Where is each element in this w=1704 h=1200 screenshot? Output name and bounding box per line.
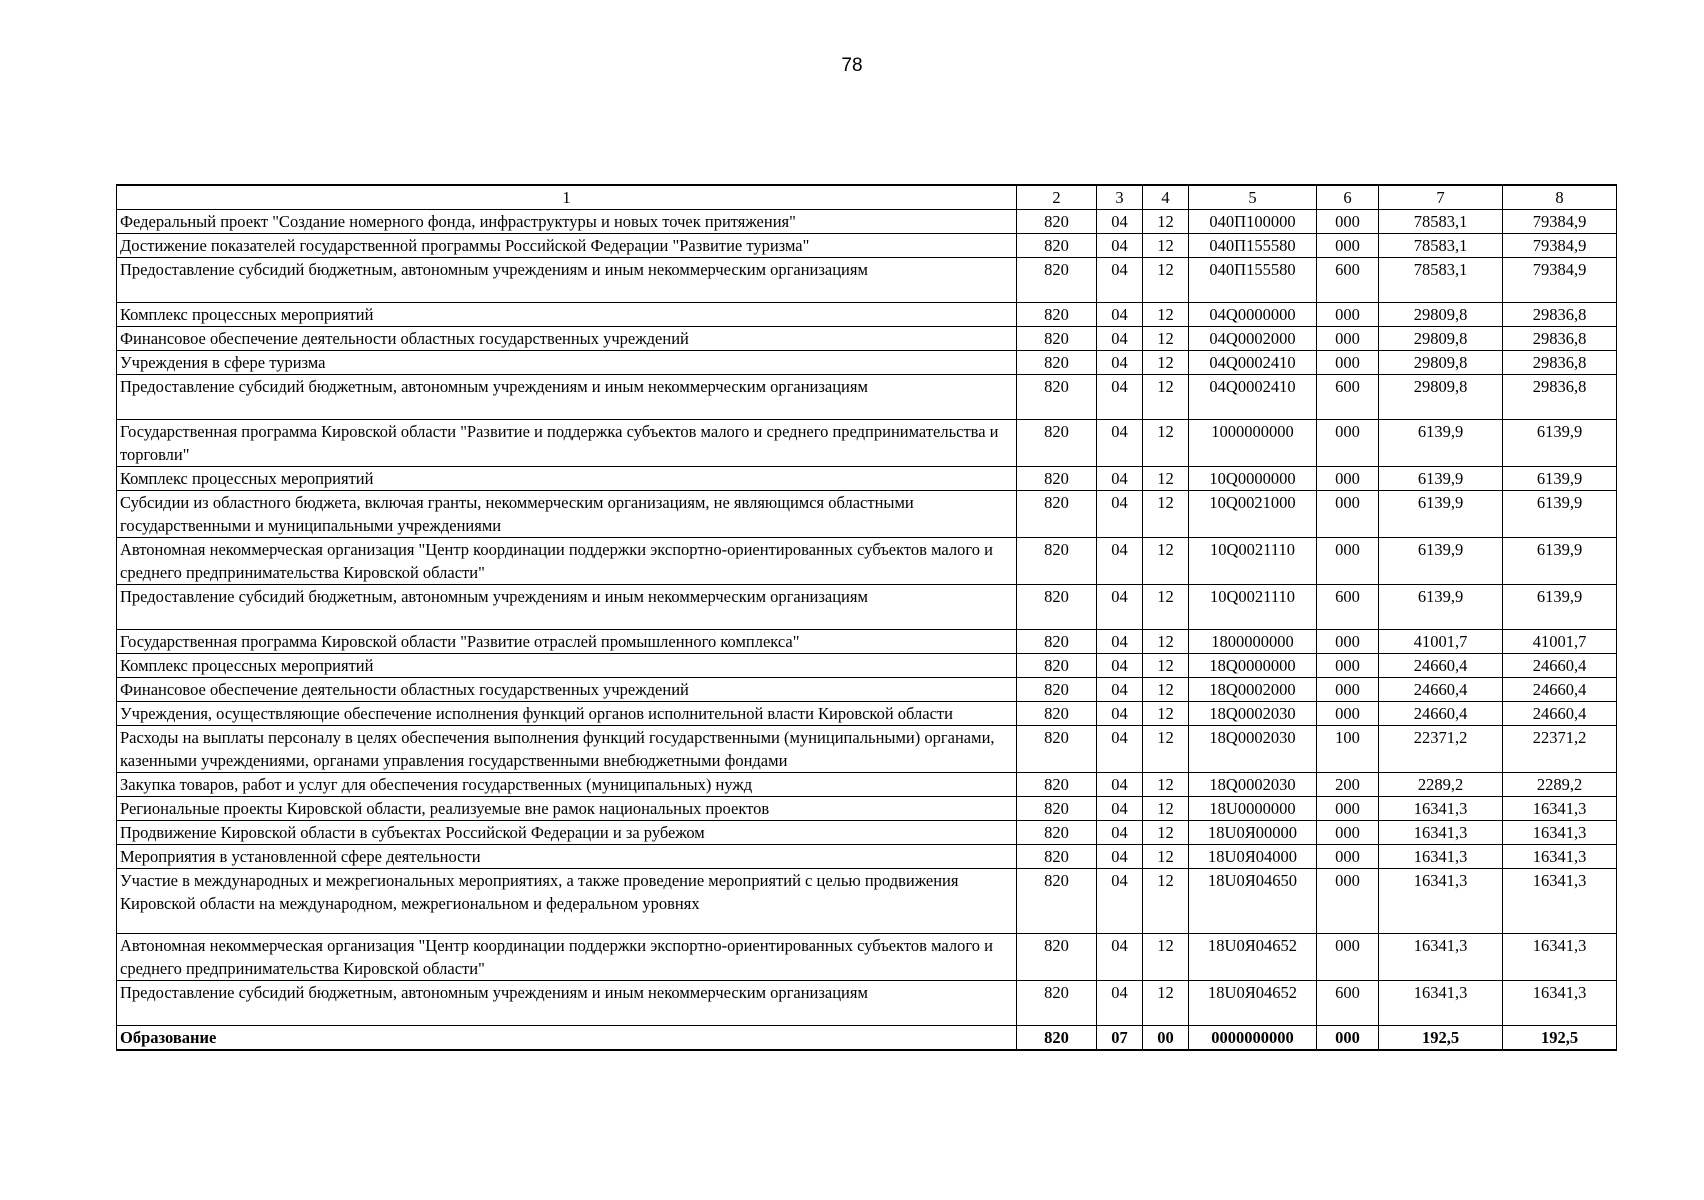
row-value-cell: 04	[1097, 821, 1143, 845]
row-value-cell: 12	[1143, 845, 1189, 869]
row-value-cell: 04Q0002410	[1189, 351, 1317, 375]
row-value-cell: 16341,3	[1503, 797, 1617, 821]
row-value-cell: 12	[1143, 258, 1189, 303]
row-value-cell: 820	[1017, 934, 1097, 981]
row-value-cell: 820	[1017, 258, 1097, 303]
row-value-cell: 18Q0000000	[1189, 654, 1317, 678]
row-name-cell: Предоставление субсидий бюджетным, автономным учреждениям и иным некоммерческим организациям	[117, 375, 1017, 420]
table-row	[117, 934, 1617, 981]
row-value-cell: 29836,8	[1503, 303, 1617, 327]
row-value-cell: 18U0Я04000	[1189, 845, 1317, 869]
row-value-cell: 04Q0002000	[1189, 327, 1317, 351]
table-row	[117, 654, 1617, 678]
header-row	[117, 185, 1617, 210]
row-value-cell: 12	[1143, 420, 1189, 467]
row-value-cell: 000	[1317, 420, 1379, 467]
row-value-cell: 12	[1143, 773, 1189, 797]
row-value-cell: 04	[1097, 726, 1143, 773]
row-value-cell: 04	[1097, 797, 1143, 821]
table-row	[117, 210, 1617, 234]
table-row	[117, 467, 1617, 491]
row-value-cell: 12	[1143, 303, 1189, 327]
row-name-cell: Финансовое обеспечение деятельности областных государственных учреждений	[117, 678, 1017, 702]
row-value-cell: 000	[1317, 467, 1379, 491]
row-value-cell: 16341,3	[1503, 821, 1617, 845]
row-name-cell: Федеральный проект "Создание номерного фонда, инфраструктуры и новых точек притяжения"	[117, 210, 1017, 234]
row-value-cell: 04	[1097, 934, 1143, 981]
row-value-cell: 000	[1317, 702, 1379, 726]
row-value-cell: 820	[1017, 869, 1097, 934]
row-value-cell: 000	[1317, 538, 1379, 585]
row-value-cell: 6139,9	[1379, 585, 1503, 630]
row-name-cell: Автономная некоммерческая организация "Центр координации поддержки экспортно-ориентированных субъектов малого и среднего предпринимательства Кировской области"	[117, 934, 1017, 981]
row-value-cell: 12	[1143, 351, 1189, 375]
row-value-cell: 000	[1317, 210, 1379, 234]
row-value-cell: 820	[1017, 491, 1097, 538]
column-header: 5	[1189, 185, 1317, 210]
row-name-cell: Участие в международных и межрегиональных мероприятиях, а также проведение мероприятий с целью продвижения Кировской области на международном, межрегиональном и федеральном уровнях	[117, 869, 1017, 934]
row-value-cell: 29836,8	[1503, 327, 1617, 351]
row-value-cell: 820	[1017, 303, 1097, 327]
row-name-cell: Региональные проекты Кировской области, реализуемые вне рамок национальных проектов	[117, 797, 1017, 821]
row-value-cell: 41001,7	[1379, 630, 1503, 654]
row-value-cell: 12	[1143, 210, 1189, 234]
row-value-cell: 78583,1	[1379, 210, 1503, 234]
row-value-cell: 10Q0021110	[1189, 538, 1317, 585]
row-value-cell: 16341,3	[1503, 934, 1617, 981]
row-value-cell: 29809,8	[1379, 375, 1503, 420]
row-value-cell: 6139,9	[1503, 420, 1617, 467]
row-value-cell: 04	[1097, 375, 1143, 420]
row-value-cell: 6139,9	[1503, 538, 1617, 585]
row-name-cell: Комплекс процессных мероприятий	[117, 654, 1017, 678]
row-name-cell: Государственная программа Кировской области "Развитие и поддержка субъектов малого и среднего предпринимательства и торговли"	[117, 420, 1017, 467]
row-value-cell: 78583,1	[1379, 258, 1503, 303]
row-name-cell: Комплекс процессных мероприятий	[117, 303, 1017, 327]
row-value-cell: 820	[1017, 210, 1097, 234]
row-name-cell: Государственная программа Кировской области "Развитие отраслей промышленного комплекса"	[117, 630, 1017, 654]
row-value-cell: 16341,3	[1379, 845, 1503, 869]
table-row	[117, 726, 1617, 773]
row-value-cell: 100	[1317, 726, 1379, 773]
table-body	[117, 210, 1617, 1051]
row-value-cell: 79384,9	[1503, 210, 1617, 234]
table-row	[117, 821, 1617, 845]
row-value-cell: 12	[1143, 538, 1189, 585]
row-value-cell: 000	[1317, 845, 1379, 869]
row-value-cell: 10Q0021110	[1189, 585, 1317, 630]
row-value-cell: 16341,3	[1379, 821, 1503, 845]
row-name-cell: Продвижение Кировской области в субъектах Российской Федерации и за рубежом	[117, 821, 1017, 845]
row-value-cell: 78583,1	[1379, 234, 1503, 258]
row-value-cell: 12	[1143, 702, 1189, 726]
table-row	[117, 234, 1617, 258]
row-value-cell: 12	[1143, 491, 1189, 538]
row-value-cell: 600	[1317, 375, 1379, 420]
table-row	[117, 630, 1617, 654]
row-value-cell: 04	[1097, 845, 1143, 869]
row-name-cell: Комплекс процессных мероприятий	[117, 467, 1017, 491]
table-row	[117, 420, 1617, 467]
row-value-cell: 04Q0000000	[1189, 303, 1317, 327]
row-value-cell: 29836,8	[1503, 351, 1617, 375]
row-value-cell: 6139,9	[1503, 491, 1617, 538]
row-value-cell: 820	[1017, 351, 1097, 375]
row-value-cell: 040П100000	[1189, 210, 1317, 234]
row-value-cell: 04	[1097, 869, 1143, 934]
row-value-cell: 04Q0002410	[1189, 375, 1317, 420]
row-value-cell: 1000000000	[1189, 420, 1317, 467]
column-header: 8	[1503, 185, 1617, 210]
row-value-cell: 820	[1017, 654, 1097, 678]
row-value-cell: 000	[1317, 303, 1379, 327]
row-value-cell: 16341,3	[1379, 934, 1503, 981]
table-row	[117, 845, 1617, 869]
row-value-cell: 18U0Я04650	[1189, 869, 1317, 934]
table-row	[117, 351, 1617, 375]
row-value-cell: 12	[1143, 630, 1189, 654]
row-value-cell: 6139,9	[1503, 585, 1617, 630]
row-value-cell: 04	[1097, 210, 1143, 234]
row-value-cell: 6139,9	[1379, 491, 1503, 538]
row-value-cell: 000	[1317, 821, 1379, 845]
row-value-cell: 820	[1017, 420, 1097, 467]
row-value-cell: 820	[1017, 797, 1097, 821]
row-value-cell: 600	[1317, 981, 1379, 1026]
row-value-cell: 10Q0021000	[1189, 491, 1317, 538]
row-name-cell: Субсидии из областного бюджета, включая гранты, некоммерческим организациям, не являющимся областными государственными и муниципальными учреждениями	[117, 491, 1017, 538]
row-value-cell: 24660,4	[1379, 654, 1503, 678]
row-value-cell: 04	[1097, 630, 1143, 654]
table-row	[117, 258, 1617, 303]
row-value-cell: 18Q0002030	[1189, 702, 1317, 726]
table-row	[117, 585, 1617, 630]
row-value-cell: 12	[1143, 585, 1189, 630]
row-value-cell: 29809,8	[1379, 303, 1503, 327]
column-header: 3	[1097, 185, 1143, 210]
row-value-cell: 04	[1097, 234, 1143, 258]
row-value-cell: 192,5	[1379, 1026, 1503, 1051]
row-value-cell: 12	[1143, 821, 1189, 845]
row-value-cell: 16341,3	[1503, 981, 1617, 1026]
table-row	[117, 327, 1617, 351]
row-value-cell: 04	[1097, 654, 1143, 678]
row-value-cell: 24660,4	[1503, 702, 1617, 726]
row-name-cell: Предоставление субсидий бюджетным, автономным учреждениям и иным некоммерческим организациям	[117, 258, 1017, 303]
table-row	[117, 678, 1617, 702]
row-value-cell: 820	[1017, 538, 1097, 585]
row-name-cell: Мероприятия в установленной сфере деятельности	[117, 845, 1017, 869]
row-value-cell: 820	[1017, 726, 1097, 773]
row-value-cell: 820	[1017, 234, 1097, 258]
column-header: 4	[1143, 185, 1189, 210]
row-value-cell: 820	[1017, 467, 1097, 491]
column-header: 1	[117, 185, 1017, 210]
row-value-cell: 000	[1317, 234, 1379, 258]
row-value-cell: 24660,4	[1379, 702, 1503, 726]
row-value-cell: 18Q0002030	[1189, 773, 1317, 797]
row-value-cell: 600	[1317, 258, 1379, 303]
row-value-cell: 29836,8	[1503, 375, 1617, 420]
row-value-cell: 16341,3	[1503, 845, 1617, 869]
row-value-cell: 04	[1097, 678, 1143, 702]
row-value-cell: 04	[1097, 538, 1143, 585]
row-value-cell: 04	[1097, 585, 1143, 630]
row-value-cell: 6139,9	[1379, 467, 1503, 491]
row-value-cell: 820	[1017, 821, 1097, 845]
table-row	[117, 702, 1617, 726]
column-header: 7	[1379, 185, 1503, 210]
row-value-cell: 600	[1317, 585, 1379, 630]
row-value-cell: 000	[1317, 630, 1379, 654]
row-value-cell: 04	[1097, 420, 1143, 467]
row-value-cell: 820	[1017, 845, 1097, 869]
row-value-cell: 12	[1143, 327, 1189, 351]
column-header: 6	[1317, 185, 1379, 210]
row-value-cell: 820	[1017, 702, 1097, 726]
row-value-cell: 07	[1097, 1026, 1143, 1051]
row-value-cell: 18U0000000	[1189, 797, 1317, 821]
row-name-cell: Достижение показателей государственной программы Российской Федерации "Развитие туризма"	[117, 234, 1017, 258]
row-value-cell: 6139,9	[1503, 467, 1617, 491]
row-name-cell: Предоставление субсидий бюджетным, автономным учреждениям и иным некоммерческим организациям	[117, 981, 1017, 1026]
row-name-cell: Финансовое обеспечение деятельности областных государственных учреждений	[117, 327, 1017, 351]
row-value-cell: 79384,9	[1503, 234, 1617, 258]
row-name-cell: Автономная некоммерческая организация "Центр координации поддержки экспортно-ориентированных субъектов малого и среднего предпринимательства Кировской области"	[117, 538, 1017, 585]
row-value-cell: 04	[1097, 351, 1143, 375]
row-value-cell: 16341,3	[1503, 869, 1617, 934]
row-value-cell: 820	[1017, 327, 1097, 351]
row-value-cell: 24660,4	[1503, 678, 1617, 702]
row-value-cell: 04	[1097, 702, 1143, 726]
row-name-cell: Закупка товаров, работ и услуг для обеспечения государственных (муниципальных) нужд	[117, 773, 1017, 797]
table-row	[117, 797, 1617, 821]
row-value-cell: 04	[1097, 491, 1143, 538]
row-value-cell: 18Q0002000	[1189, 678, 1317, 702]
row-value-cell: 820	[1017, 585, 1097, 630]
row-name-cell: Образование	[117, 1026, 1017, 1051]
table-row	[117, 538, 1617, 585]
row-value-cell: 6139,9	[1379, 420, 1503, 467]
row-name-cell: Расходы на выплаты персоналу в целях обеспечения выполнения функций государственными (муниципальными) органами, казенными учреждениями, органами управления государственными внебюджетными фондами	[117, 726, 1017, 773]
row-value-cell: 2289,2	[1379, 773, 1503, 797]
row-name-cell: Предоставление субсидий бюджетным, автономным учреждениям и иным некоммерческим организациям	[117, 585, 1017, 630]
row-value-cell: 18Q0002030	[1189, 726, 1317, 773]
row-value-cell: 12	[1143, 934, 1189, 981]
row-value-cell: 04	[1097, 327, 1143, 351]
row-value-cell: 2289,2	[1503, 773, 1617, 797]
row-value-cell: 820	[1017, 981, 1097, 1026]
row-value-cell: 1800000000	[1189, 630, 1317, 654]
page-number: 78	[841, 55, 863, 76]
row-value-cell: 12	[1143, 234, 1189, 258]
table-row	[117, 869, 1617, 934]
row-value-cell: 18U0Я04652	[1189, 934, 1317, 981]
row-value-cell: 12	[1143, 797, 1189, 821]
row-value-cell: 29809,8	[1379, 327, 1503, 351]
row-value-cell: 12	[1143, 375, 1189, 420]
row-value-cell: 6139,9	[1379, 538, 1503, 585]
row-value-cell: 16341,3	[1379, 797, 1503, 821]
table-row	[117, 981, 1617, 1026]
row-value-cell: 820	[1017, 773, 1097, 797]
row-value-cell: 000	[1317, 491, 1379, 538]
row-name-cell: Учреждения в сфере туризма	[117, 351, 1017, 375]
row-value-cell: 12	[1143, 726, 1189, 773]
column-header: 2	[1017, 185, 1097, 210]
row-value-cell: 18U0Я00000	[1189, 821, 1317, 845]
budget-table	[116, 184, 1617, 1051]
row-value-cell: 00	[1143, 1026, 1189, 1051]
table-row	[117, 773, 1617, 797]
row-value-cell: 0000000000	[1189, 1026, 1317, 1051]
row-value-cell: 04	[1097, 981, 1143, 1026]
row-value-cell: 22371,2	[1379, 726, 1503, 773]
row-value-cell: 192,5	[1503, 1026, 1617, 1051]
row-value-cell: 820	[1017, 630, 1097, 654]
row-value-cell: 000	[1317, 678, 1379, 702]
row-value-cell: 12	[1143, 467, 1189, 491]
row-value-cell: 000	[1317, 351, 1379, 375]
row-value-cell: 000	[1317, 1026, 1379, 1051]
table-row	[117, 375, 1617, 420]
table-row	[117, 303, 1617, 327]
row-value-cell: 41001,7	[1503, 630, 1617, 654]
row-value-cell: 820	[1017, 375, 1097, 420]
row-value-cell: 000	[1317, 934, 1379, 981]
table-row	[117, 1026, 1617, 1051]
row-value-cell: 12	[1143, 981, 1189, 1026]
row-value-cell: 000	[1317, 869, 1379, 934]
row-value-cell: 000	[1317, 797, 1379, 821]
table-row	[117, 491, 1617, 538]
row-value-cell: 000	[1317, 327, 1379, 351]
row-value-cell: 04	[1097, 773, 1143, 797]
row-value-cell: 04	[1097, 303, 1143, 327]
row-value-cell: 10Q0000000	[1189, 467, 1317, 491]
row-value-cell: 12	[1143, 654, 1189, 678]
row-value-cell: 12	[1143, 678, 1189, 702]
row-value-cell: 18U0Я04652	[1189, 981, 1317, 1026]
row-value-cell: 22371,2	[1503, 726, 1617, 773]
row-value-cell: 24660,4	[1379, 678, 1503, 702]
row-value-cell: 04	[1097, 258, 1143, 303]
row-value-cell: 200	[1317, 773, 1379, 797]
row-value-cell: 16341,3	[1379, 869, 1503, 934]
row-value-cell: 12	[1143, 869, 1189, 934]
row-value-cell: 040П155580	[1189, 234, 1317, 258]
row-value-cell: 000	[1317, 654, 1379, 678]
row-value-cell: 820	[1017, 1026, 1097, 1051]
row-value-cell: 24660,4	[1503, 654, 1617, 678]
row-value-cell: 040П155580	[1189, 258, 1317, 303]
row-value-cell: 29809,8	[1379, 351, 1503, 375]
row-value-cell: 79384,9	[1503, 258, 1617, 303]
row-value-cell: 04	[1097, 467, 1143, 491]
row-value-cell: 16341,3	[1379, 981, 1503, 1026]
row-value-cell: 820	[1017, 678, 1097, 702]
row-name-cell: Учреждения, осуществляющие обеспечение исполнения функций органов исполнительной власти Кировской области	[117, 702, 1017, 726]
